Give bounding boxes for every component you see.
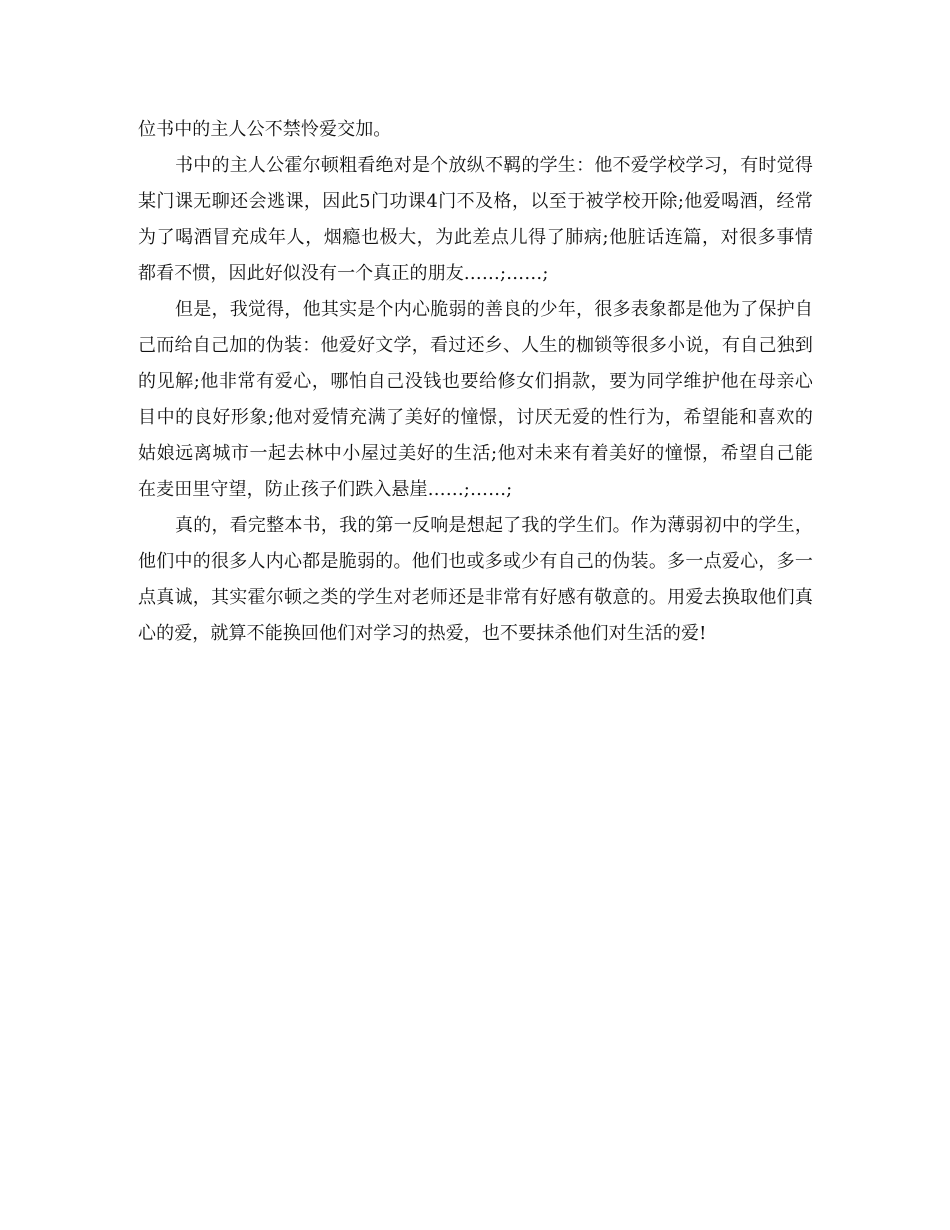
document-body: [138, 112, 813, 652]
paragraph-4: 真的，看完整本书，我的第一反响是想起了我的学生们。作为薄弱初中的学生，他们中的很多人内心都是脆弱的。他们也或多或少有自己的伪装。多一点爱心，多一点真诚，其实霍尔顿之类的学生对老师还是非常有好感有敬意的。用爱去换取他们真心的爱，就算不能换回他们对学习的热爱，也不要抹杀他们对生活的爱!: [138, 515, 813, 644]
paragraph-1: 位书中的主人公不禁怜爱交加。: [138, 119, 392, 140]
paragraph-3: 但是，我觉得，他其实是个内心脆弱的善良的少年，很多表象都是他为了保护自己而给自己加的伪装：他爱好文学，看过还乡、人生的枷锁等很多小说，有自己独到的见解;他非常有爱心，哪怕自己没钱也要给修女们捐款，要为同学维护他在母亲心目中的良好形象;他对爱情充满了美好的憧憬，讨厌无爱的性行为，希望能和喜欢的姑娘远离城市一起去林中小屋过美好的生活;他对未来有着美好的憧憬，希望自己能在麦田里守望，防止孩子们跌入悬崖……;……;: [138, 299, 813, 500]
paragraph-2: 书中的主人公霍尔顿粗看绝对是个放纵不羁的学生：他不爱学校学习，有时觉得某门课无聊还会逃课，因此5门功课4门不及格，以至于被学校开除;他爱喝酒，经常为了喝酒冒充成年人，烟瘾也极大，为此差点儿得了肺病;他脏话连篇，对很多事情都看不惯，因此好似没有一个真正的朋友……;……;: [138, 155, 813, 284]
